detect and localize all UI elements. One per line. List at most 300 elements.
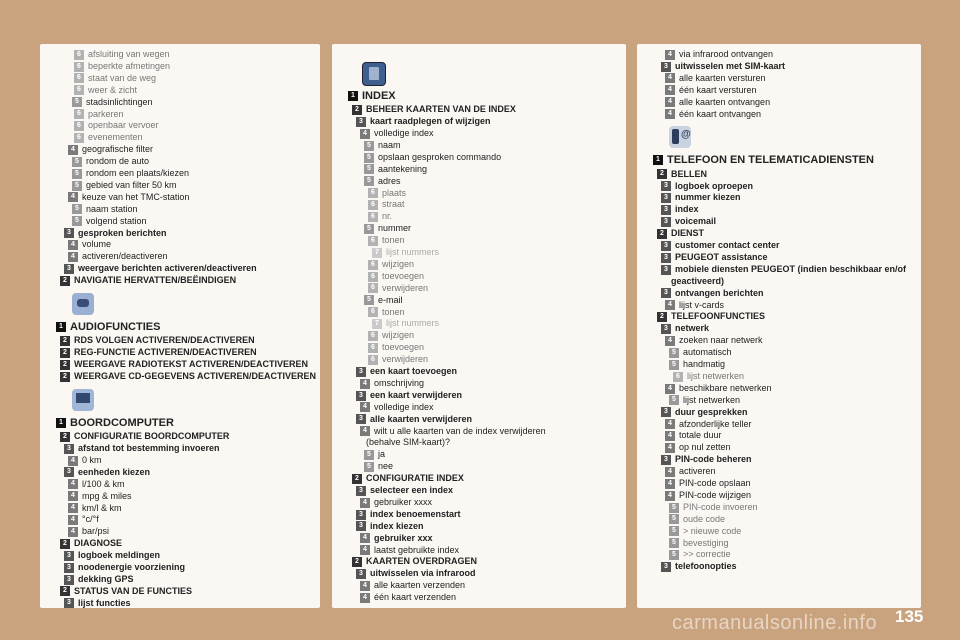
level-badge: 4 [68, 145, 78, 155]
menu-item-label: °c/°f [82, 514, 99, 525]
menu-item-label: AUDIOFUNCTIES [70, 321, 161, 333]
level-badge: 5 [72, 181, 82, 191]
menu-item [665, 490, 751, 501]
level-badge: 5 [364, 450, 374, 460]
audio-icon [72, 293, 94, 315]
menu-item [368, 283, 428, 294]
menu-item [360, 533, 433, 544]
menu-item [665, 419, 752, 430]
level-badge: 4 [360, 426, 370, 436]
menu-item-label: lijst functies [78, 597, 131, 608]
menu-item [368, 342, 424, 353]
menu-item [368, 188, 406, 199]
menu-item-label: TELEFOONFUNCTIES [671, 311, 765, 322]
level-badge: 5 [364, 224, 374, 234]
level-badge: 3 [661, 193, 671, 203]
menu-item-label: STATUS VAN DE FUNCTIES [74, 585, 193, 596]
level-badge: 6 [368, 331, 378, 341]
menu-item-label: volledige index [374, 128, 434, 139]
menu-item-label: alle kaarten verwijderen [370, 413, 473, 424]
menu-item-label: ontvangen berichten [675, 287, 764, 298]
level-badge: 4 [360, 379, 370, 389]
menu-item [661, 192, 741, 203]
menu-item-label: index kiezen [370, 520, 424, 531]
menu-item [661, 252, 768, 263]
menu-item [661, 61, 785, 72]
menu-item-label: logboek oproepen [675, 180, 754, 191]
menu-item-label: bevestiging [683, 537, 729, 548]
menu-item [356, 366, 457, 377]
level-badge: 6 [74, 121, 84, 131]
menu-item [665, 430, 722, 441]
menu-item-label: km/l & km [82, 502, 122, 513]
level-badge: 5 [669, 514, 679, 524]
menu-item [68, 192, 189, 203]
level-badge: 3 [64, 598, 74, 608]
level-badge: 2 [60, 360, 70, 370]
menu-item-label: BELLEN [671, 168, 707, 179]
menu-item [68, 144, 153, 155]
level-badge: 3 [64, 228, 74, 238]
level-badge: 5 [669, 503, 679, 513]
menu-item [60, 586, 192, 597]
menu-item [74, 73, 156, 84]
menu-item [364, 152, 501, 163]
menu-item [671, 276, 724, 287]
level-badge: 6 [368, 212, 378, 222]
level-badge: 4 [68, 456, 78, 466]
menu-item-label: totale duur [679, 430, 722, 441]
menu-item [64, 467, 150, 478]
level-badge: 1 [56, 322, 66, 332]
level-badge: 4 [68, 479, 78, 489]
level-badge: 3 [661, 181, 671, 191]
menu-item-label: oude code [683, 513, 726, 524]
level-badge: 2 [60, 539, 70, 549]
menu-item-label: mpg & miles [82, 490, 132, 501]
menu-item [356, 485, 453, 496]
menu-item [665, 97, 770, 108]
level-badge: 4 [665, 431, 675, 441]
menu-item [60, 431, 229, 442]
level-badge: 6 [368, 200, 378, 210]
menu-column-1 [40, 44, 320, 608]
level-badge: 4 [665, 443, 675, 453]
menu-item-label: afzonderlijke teller [679, 418, 752, 429]
menu-item [368, 211, 392, 222]
menu-item [665, 442, 731, 453]
menu-item [352, 473, 464, 484]
menu-item [661, 216, 716, 227]
menu-item-label: lijst nummers [386, 247, 440, 258]
menu-item-label: mobiele diensten PEUGEOT (indien beschikbaar en/of [675, 263, 907, 274]
level-badge: 6 [368, 236, 378, 246]
menu-item-label: wijzigen [382, 330, 415, 341]
menu-item [368, 199, 405, 210]
menu-item [64, 550, 160, 561]
menu-item [74, 85, 137, 96]
level-badge: 2 [657, 229, 667, 239]
menu-item [368, 271, 424, 282]
menu-item-label: uitwisselen met SIM-kaart [675, 60, 786, 71]
level-badge: 3 [661, 205, 671, 215]
menu-item [360, 128, 434, 139]
menu-item [368, 307, 405, 318]
level-badge: 3 [64, 264, 74, 274]
menu-item [74, 120, 159, 131]
level-badge: 3 [661, 62, 671, 72]
menu-item-label: tonen [382, 306, 405, 317]
menu-item [665, 85, 757, 96]
menu-item-label: beperkte afmetingen [88, 60, 171, 71]
menu-column-2 [332, 44, 626, 608]
menu-item-label: WEERGAVE RADIOTEKST ACTIVEREN/DEACTIVEREN [74, 359, 309, 370]
menu-item [72, 180, 177, 191]
menu-item [56, 417, 174, 430]
level-badge: 2 [352, 105, 362, 115]
menu-item-label: PIN-code wijzigen [679, 489, 752, 500]
menu-item-label: zoeken naar netwerk [679, 335, 763, 346]
menu-item-label: nee [378, 461, 394, 472]
menu-item-label: laatst gebruikte index [374, 544, 460, 555]
menu-item-label: nummer [378, 223, 412, 234]
menu-item-label: alle kaarten ontvangen [679, 96, 771, 107]
menu-item [360, 402, 434, 413]
level-badge: 5 [72, 216, 82, 226]
menu-item-label: > nieuwe code [683, 525, 742, 536]
level-badge: 1 [348, 91, 358, 101]
level-badge: 2 [60, 432, 70, 442]
menu-item [352, 556, 477, 567]
menu-item-label: afsluiting van wegen [88, 49, 170, 59]
menu-item [360, 378, 424, 389]
level-badge: 3 [64, 563, 74, 573]
menu-item [673, 371, 744, 382]
menu-item-label: verwijderen [382, 282, 429, 293]
menu-item [356, 414, 472, 425]
menu-item-label: gebruiker xxx [374, 532, 433, 543]
menu-item [74, 49, 170, 60]
level-badge: 5 [669, 538, 679, 548]
level-badge: 4 [68, 527, 78, 537]
menu-item-label: INDEX [362, 90, 396, 102]
menu-item [72, 216, 147, 227]
menu-item-label: geactiveerd) [671, 275, 725, 286]
menu-item-label: automatisch [683, 347, 732, 358]
level-badge: 4 [665, 467, 675, 477]
menu-item [669, 549, 731, 560]
menu-item-label: duur gesprekken [675, 406, 748, 417]
menu-item-label: RDS VOLGEN ACTIVEREN/DEACTIVEREN [74, 335, 255, 346]
menu-item [364, 449, 385, 460]
level-badge: 3 [356, 391, 366, 401]
menu-item [364, 223, 411, 234]
menu-item-label: beschikbare netwerken [679, 382, 772, 393]
level-badge: 6 [368, 355, 378, 365]
menu-item-label: weergave berichten activeren/deactiveren [78, 263, 257, 274]
menu-item-label: CONFIGURATIE BOORDCOMPUTER [74, 431, 230, 442]
menu-item [665, 49, 773, 60]
menu-item [64, 562, 185, 573]
menu-item-label: >> correctie [683, 549, 731, 560]
menu-item-label: gebied van filter 50 km [86, 179, 177, 190]
level-badge: 5 [669, 360, 679, 370]
level-badge: 6 [368, 188, 378, 198]
menu-item [368, 235, 405, 246]
menu-item [669, 526, 741, 537]
menu-item-label: evenementen [88, 132, 143, 143]
level-badge: 4 [68, 192, 78, 202]
level-badge: 6 [368, 307, 378, 317]
menu-item [72, 168, 189, 179]
level-badge: 6 [368, 283, 378, 293]
level-badge: 6 [74, 73, 84, 83]
level-badge: 5 [72, 97, 82, 107]
level-badge: 6 [74, 109, 84, 119]
menu-item-label: lijst netwerken [683, 394, 741, 405]
menu-item-label: gebruiker xxxx [374, 496, 433, 507]
menu-item [661, 454, 752, 465]
menu-item-label: lijst v-cards [679, 299, 725, 310]
level-badge: 4 [665, 73, 675, 83]
level-badge: 5 [364, 462, 374, 472]
menu-item-label: één kaart verzenden [374, 592, 457, 603]
level-badge: 4 [360, 402, 370, 412]
menu-item [64, 574, 134, 585]
menu-item [68, 239, 111, 250]
menu-item [64, 263, 257, 274]
watermark: carmanualsonline.info [672, 612, 878, 634]
menu-item-label: voicemail [675, 216, 717, 227]
menu-item [68, 455, 102, 466]
level-badge: 7 [372, 319, 382, 329]
menu-item [665, 466, 716, 477]
menu-item [669, 514, 725, 525]
level-badge: 4 [665, 50, 675, 60]
menu-item-label: PIN-code invoeren [683, 501, 758, 512]
menu-item [665, 383, 772, 394]
menu-item-label: uitwisselen via infrarood [370, 568, 476, 579]
menu-item [72, 204, 138, 215]
level-badge: 5 [669, 526, 679, 536]
menu-item [64, 443, 220, 454]
menu-item [60, 538, 122, 549]
menu-item-label: NAVIGATIE HERVATTEN/BEËINDIGEN [74, 275, 237, 286]
menu-item [669, 502, 758, 513]
level-badge: 3 [661, 265, 671, 275]
level-badge: 2 [352, 557, 362, 567]
level-badge: 6 [74, 133, 84, 143]
menu-item-label: handmatig [683, 359, 726, 370]
menu-item [60, 359, 308, 370]
level-badge: 4 [665, 85, 675, 95]
menu-item [368, 259, 414, 270]
menu-item-label: plaats [382, 187, 407, 198]
menu-item [661, 288, 764, 299]
menu-item-label: straat [382, 199, 405, 210]
level-badge: 3 [356, 117, 366, 127]
level-badge: 3 [661, 217, 671, 227]
menu-item-label: nr. [382, 211, 393, 222]
level-badge: 2 [657, 312, 667, 322]
menu-item [665, 300, 724, 311]
menu-item-label: volgend station [86, 215, 147, 226]
level-badge: 4 [68, 240, 78, 250]
menu-item-label: WEERGAVE CD-GEGEVENS ACTIVEREN/DEACTIVEREN [74, 370, 317, 381]
level-badge: 2 [60, 276, 70, 286]
menu-item-label: alle kaarten versturen [679, 72, 766, 83]
level-badge: 4 [665, 491, 675, 501]
menu-item-label: toevoegen [382, 270, 425, 281]
menu-item [669, 538, 729, 549]
menu-item [368, 354, 428, 365]
menu-item [669, 347, 732, 358]
menu-item-label: staat van de weg [88, 72, 157, 83]
menu-item [657, 169, 707, 180]
menu-item-label: lijst netwerken [687, 370, 745, 381]
menu-item [68, 491, 132, 502]
level-badge: 3 [661, 288, 671, 298]
menu-item-label: een kaart toevoegen [370, 366, 458, 377]
menu-item-label: volume [82, 239, 112, 250]
level-badge: 3 [356, 414, 366, 424]
menu-item-label: index benoemenstart [370, 508, 461, 519]
level-badge: 3 [64, 444, 74, 454]
menu-item [669, 359, 725, 370]
menu-item [661, 264, 906, 275]
menu-item [60, 335, 255, 346]
menu-item [653, 154, 874, 167]
level-badge: 1 [653, 155, 663, 165]
menu-item [72, 156, 149, 167]
menu-item [352, 104, 516, 115]
menu-item [60, 371, 316, 382]
menu-item-label: dekking GPS [78, 573, 134, 584]
menu-item [665, 73, 766, 84]
menu-item-label: stadsinlichtingen [86, 96, 153, 107]
level-badge: 4 [360, 581, 370, 591]
menu-item-label: een kaart verwijderen [370, 389, 463, 400]
menu-item [364, 164, 427, 175]
phone-telematics-icon [669, 126, 691, 148]
menu-item-label: naam [378, 139, 401, 150]
menu-item [661, 323, 709, 334]
menu-item-label: index [675, 204, 699, 215]
page-number: 135 [895, 607, 924, 626]
menu-item-label: rondom de auto [86, 156, 150, 167]
menu-item [368, 330, 414, 341]
level-badge: 6 [368, 343, 378, 353]
menu-item-label: customer contact center [675, 240, 780, 251]
menu-item-label: e-mail [378, 294, 403, 305]
menu-item [366, 437, 450, 448]
menu-item-label: (behalve SIM-kaart)? [366, 437, 451, 448]
menu-item-label: aantekening [378, 163, 428, 174]
menu-item [661, 240, 780, 251]
level-badge: 3 [356, 569, 366, 579]
level-badge: 4 [360, 498, 370, 508]
menu-item [64, 598, 131, 609]
level-badge: 2 [352, 474, 362, 484]
level-badge: 2 [60, 348, 70, 358]
level-badge: 4 [665, 384, 675, 394]
menu-item-label: netwerk [675, 323, 710, 334]
level-badge: 7 [372, 248, 382, 258]
menu-item-label: lijst nummers [386, 318, 440, 329]
level-badge: 4 [665, 419, 675, 429]
level-badge: 6 [74, 85, 84, 95]
level-badge: 4 [360, 129, 370, 139]
menu-item-label: volledige index [374, 401, 434, 412]
menu-item [661, 204, 699, 215]
level-badge: 5 [669, 348, 679, 358]
level-badge: 4 [665, 479, 675, 489]
menu-item-label: kaart raadplegen of wijzigen [370, 116, 491, 127]
level-badge: 4 [665, 300, 675, 310]
level-badge: 5 [364, 295, 374, 305]
menu-item-label: opslaan gesproken commando [378, 151, 502, 162]
menu-item [360, 497, 432, 508]
menu-item-label: rondom een plaats/kiezen [86, 168, 190, 178]
menu-item [74, 132, 143, 143]
level-badge: 2 [60, 336, 70, 346]
menu-item-label: bar/psi [82, 526, 110, 537]
level-badge: 3 [356, 521, 366, 531]
menu-item-label: activeren [679, 466, 716, 477]
menu-item [74, 109, 124, 120]
menu-item [665, 109, 761, 120]
menu-item-label: l/100 & km [82, 478, 125, 489]
level-badge: 3 [64, 467, 74, 477]
menu-item [360, 426, 546, 437]
menu-item-label: wilt u alle kaarten van de index verwijderen [374, 425, 546, 436]
menu-item-label: afstand tot bestemming invoeren [78, 443, 220, 454]
menu-item [356, 116, 491, 127]
laptop-icon [72, 389, 94, 411]
menu-item-label: adres [378, 175, 401, 186]
level-badge: 5 [364, 164, 374, 174]
menu-item [661, 181, 753, 192]
level-badge: 1 [56, 418, 66, 428]
level-badge: 3 [64, 575, 74, 585]
level-badge: 6 [368, 272, 378, 282]
level-badge: 6 [74, 50, 84, 60]
level-badge: 6 [74, 62, 84, 72]
menu-item [74, 61, 170, 72]
menu-item [68, 479, 125, 490]
menu-item-label: parkeren [88, 108, 124, 119]
level-badge: 3 [64, 551, 74, 561]
menu-item [657, 311, 765, 322]
menu-item [60, 347, 257, 358]
level-badge: 2 [60, 372, 70, 382]
menu-item-label: gesproken berichten [78, 227, 167, 238]
menu-item [669, 395, 740, 406]
menu-item [661, 561, 737, 572]
menu-item-label: omschrijving [374, 377, 425, 388]
menu-item [56, 321, 160, 334]
menu-item [360, 580, 465, 591]
level-badge: 3 [661, 324, 671, 334]
menu-item [356, 521, 424, 532]
index-book-icon [362, 62, 386, 86]
menu-item [360, 545, 459, 556]
menu-item [68, 503, 122, 514]
menu-item [661, 407, 748, 418]
level-badge: 5 [669, 550, 679, 560]
level-badge: 5 [669, 395, 679, 405]
menu-item [356, 568, 476, 579]
